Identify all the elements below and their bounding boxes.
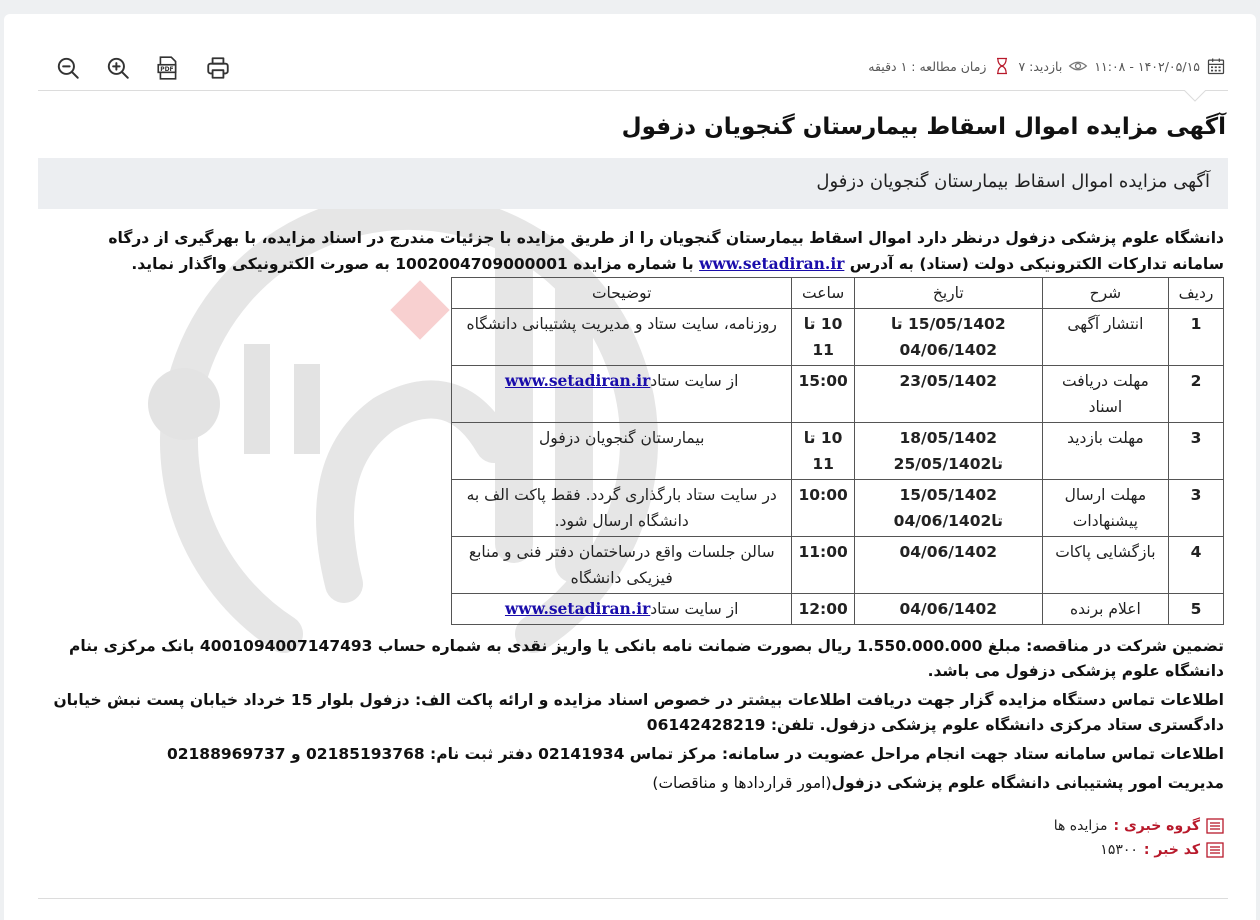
publish-date: ۱۴۰۲/۰۵/۱۵ - ۱۱:۰۸ xyxy=(1094,58,1200,74)
setad-phone-1: 02141934 xyxy=(538,745,625,763)
news-group-value[interactable]: مزایده ها xyxy=(1053,818,1108,834)
setad-text-c: و xyxy=(285,745,307,763)
zoom-out-button[interactable] xyxy=(54,54,82,82)
intro-text-4: به صورت الکترونیکی واگذار نماید. xyxy=(131,255,396,273)
schedule-header-row xyxy=(452,278,1224,309)
news-icon xyxy=(1206,818,1224,834)
news-group-tag[interactable] xyxy=(1054,814,1224,838)
date-cell-text: 18/05/1402 تا25/05/1402 xyxy=(893,429,1003,473)
auction-number: 1002004709000001 xyxy=(395,255,568,273)
date-cell-text: 15/05/1402 تا04/06/1402 xyxy=(893,486,1003,530)
table-row xyxy=(452,537,1224,594)
zoom-in-button[interactable] xyxy=(104,54,132,82)
news-code-tag xyxy=(1054,838,1224,862)
zoom-in-icon xyxy=(105,55,131,81)
contact-text-b: خرداد خیابان پست نبش خیابان دادگستری ستاد مرکزی دانشگاه علوم پزشکی دزفول. تلفن: xyxy=(53,691,1224,734)
guarantee-amount: 1.550.000.000 xyxy=(856,637,983,655)
row-number-cell-text: 5 xyxy=(1190,600,1202,618)
article-meta xyxy=(868,56,1226,76)
time-cell xyxy=(792,537,854,594)
news-code-value: ۱۵۳۰۰ xyxy=(1100,842,1138,858)
printer-icon xyxy=(205,55,231,81)
header-notes: توضیحات xyxy=(452,278,792,309)
table-row xyxy=(452,594,1224,625)
read-time: زمان مطالعه : ۱ دقیقه xyxy=(868,58,987,74)
time-cell xyxy=(792,423,854,480)
guarantee-text-a: تضمین شرکت در مناقصه: مبلغ xyxy=(982,637,1224,655)
schedule-table xyxy=(451,277,1224,625)
svg-text:PDF: PDF xyxy=(160,66,174,74)
time-cell xyxy=(792,309,854,366)
eye-icon xyxy=(1068,56,1088,76)
description-cell xyxy=(1042,537,1168,594)
time-cell-text: 12:00 xyxy=(798,600,848,618)
guarantee-account: 4001094007147493 xyxy=(199,637,373,655)
footer-divider xyxy=(38,898,1228,899)
contact-text-a: اطلاعات تماس دستگاه مزایده گزار جهت دریافت اطلاعات بیشتر در خصوص اسناد مزایده و ارائه پاکت الف: دزفول بلوار xyxy=(312,691,1224,709)
table-row xyxy=(452,366,1224,423)
notes-cell-text: از سایت ستاد xyxy=(650,372,739,390)
intro-bold-1: اموال اسقاط بیمارستان گنجویان xyxy=(659,229,912,247)
toolbar xyxy=(4,14,1256,92)
notes-cell-text: سالن جلسات واقع درساختمان دفتر فنی و منابع فیزیکی دانشگاه xyxy=(468,543,775,587)
date-cell xyxy=(854,594,1042,625)
row-number-cell xyxy=(1169,309,1224,366)
hourglass-icon xyxy=(992,56,1012,76)
news-icon xyxy=(1206,842,1224,858)
time-cell xyxy=(792,480,854,537)
visit-count: بازدید: ۷ xyxy=(1018,58,1063,74)
intro-text-1: دانشگاه علوم پزشکی دزفول درنظر دارد xyxy=(911,229,1224,247)
divider-notch xyxy=(1184,90,1206,102)
notes-cell-text: در سایت ستاد بارگذاری گردد. فقط پاکت الف به دانشگاه ارسال شود. xyxy=(466,486,777,530)
description-cell-text: مهلت ارسال پیشنهادات xyxy=(1064,486,1147,530)
row-number-cell xyxy=(1169,594,1224,625)
notes-cell xyxy=(452,309,792,366)
guarantee-text-c: بانک مرکزی بنام دانشگاه علوم پزشکی دزفول می باشد. xyxy=(68,637,1224,680)
calendar-icon xyxy=(1206,56,1226,76)
date-cell xyxy=(854,423,1042,480)
pdf-button[interactable] xyxy=(154,54,182,82)
setadiran-link[interactable]: www.setadiran.ir xyxy=(699,254,845,273)
time-cell-text: 10 تا 11 xyxy=(803,429,843,473)
date-cell-text: 04/06/1402 xyxy=(899,543,998,561)
article-intro xyxy=(104,226,1224,277)
row-number-cell xyxy=(1169,423,1224,480)
date-cell-text: 23/05/1402 xyxy=(899,372,998,390)
header-description: شرح xyxy=(1042,278,1168,309)
row-number-cell-text: 1 xyxy=(1190,315,1202,333)
setadiran-link[interactable]: www.setadiran.ir xyxy=(504,371,651,390)
notes-cell xyxy=(452,537,792,594)
notes-cell-text: روزنامه، سایت ستاد و مدیریت پشتیبانی دانشگاه xyxy=(466,315,777,333)
intro-text-2: را از طریق مزایده با جزئیات مندرج در اسناد مزایده، با بهرگیری از درگاه سامانه تدارکات الکترونیکی دولت (ستاد) به آدرس xyxy=(108,229,1224,273)
article-card xyxy=(4,14,1256,920)
signature-rest: (امور قراردادها و مناقصات) xyxy=(652,774,832,792)
article-lead xyxy=(38,158,1228,209)
table-row xyxy=(452,309,1224,366)
setad-phone-3: 02188969737 xyxy=(166,745,286,763)
header-divider xyxy=(38,90,1228,91)
article-title: آگهی مزایده اموال اسقاط بیمارستان گنجویان دزفول xyxy=(621,114,1226,140)
date-cell xyxy=(854,537,1042,594)
row-number-cell-text: 4 xyxy=(1190,543,1202,561)
notes-cell xyxy=(452,366,792,423)
notes-cell xyxy=(452,480,792,537)
description-cell xyxy=(1042,309,1168,366)
row-number-cell xyxy=(1169,366,1224,423)
article-footer-text xyxy=(44,634,1224,800)
description-cell xyxy=(1042,366,1168,423)
date-cell xyxy=(854,480,1042,537)
notes-cell xyxy=(452,423,792,480)
notes-cell xyxy=(452,594,792,625)
header-row-number: ردیف xyxy=(1169,278,1224,309)
time-cell-text: 15:00 xyxy=(798,372,848,390)
description-cell-text: بازگشایی پاکات xyxy=(1055,543,1156,561)
row-number-cell-text: 3 xyxy=(1190,429,1202,447)
intro-text-3: با شماره مزایده xyxy=(567,255,700,273)
row-number-cell xyxy=(1169,537,1224,594)
guarantee-paragraph xyxy=(44,634,1224,684)
guarantee-text-b: ریال بصورت ضمانت نامه بانکی یا واریز نقدی به شماره حساب xyxy=(372,637,857,655)
setad-text-b: دفتر ثبت نام: xyxy=(424,745,539,763)
time-cell xyxy=(792,594,854,625)
notes-cell-text: بیمارستان گنجویان دزفول xyxy=(539,429,705,447)
pdf-icon xyxy=(155,55,181,81)
row-number-cell-text: 2 xyxy=(1190,372,1202,390)
date-cell-text: 04/06/1402 xyxy=(899,600,998,618)
description-cell xyxy=(1042,594,1168,625)
time-cell-text: 11:00 xyxy=(798,543,848,561)
date-cell-text: 15/05/1402 تا 04/06/1402 xyxy=(890,315,1006,359)
setad-contact-paragraph xyxy=(44,742,1224,767)
description-cell xyxy=(1042,423,1168,480)
signature-bold: مدیریت امور پشتیبانی دانشگاه علوم پزشکی دزفول xyxy=(831,774,1224,792)
date-cell xyxy=(854,309,1042,366)
lead-text: آگهی مزایده اموال اسقاط بیمارستان گنجویان دزفول xyxy=(816,171,1210,192)
date-cell xyxy=(854,366,1042,423)
description-cell xyxy=(1042,480,1168,537)
contact-paragraph xyxy=(44,688,1224,738)
description-cell-text: اعلام برنده xyxy=(1070,600,1141,618)
row-number-cell xyxy=(1169,480,1224,537)
header-date: تاریخ xyxy=(854,278,1042,309)
description-cell-text: مهلت بازدید xyxy=(1067,429,1144,447)
article-tags xyxy=(1054,814,1224,862)
description-cell-text: انتشار آگهی xyxy=(1067,315,1144,333)
signature-paragraph xyxy=(44,771,1224,796)
news-group-label: گروه خبری : xyxy=(1113,818,1200,834)
setad-phone-2: 02185193768 xyxy=(306,745,425,763)
description-cell-text: مهلت دریافت اسناد xyxy=(1062,372,1149,416)
zoom-out-icon xyxy=(55,55,81,81)
notes-cell-text: از سایت ستاد xyxy=(650,600,739,618)
contact-phone: 06142428219 xyxy=(646,716,766,734)
setadiran-link[interactable]: www.setadiran.ir xyxy=(504,599,651,618)
table-row xyxy=(452,423,1224,480)
print-button[interactable] xyxy=(204,54,232,82)
time-cell-text: 10 تا 11 xyxy=(803,315,843,359)
contact-number: 15 xyxy=(290,691,313,709)
news-code-label: کد خبر : xyxy=(1143,842,1200,858)
table-row xyxy=(452,480,1224,537)
row-number-cell-text: 3 xyxy=(1190,486,1202,504)
time-cell-text: 10:00 xyxy=(798,486,848,504)
time-cell xyxy=(792,366,854,423)
header-time: ساعت xyxy=(792,278,854,309)
setad-text-a: اطلاعات تماس سامانه ستاد جهت انجام مراحل عضویت در سامانه: مرکز تماس xyxy=(624,745,1224,763)
tool-group xyxy=(54,54,232,82)
